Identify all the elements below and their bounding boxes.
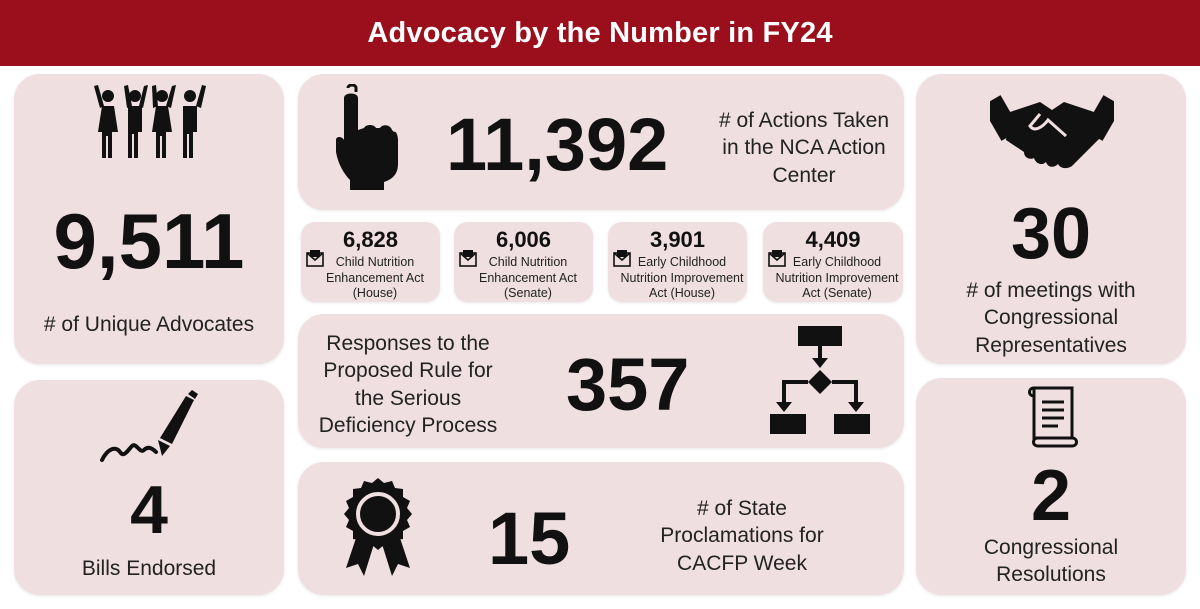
actions-label: # of Actions Taken in the NCA Action Center — [718, 109, 890, 187]
page-title: Advocacy by the Number in FY24 — [367, 16, 833, 49]
proclamations-number: 15 — [488, 497, 571, 580]
responses-label: Responses to the Proposed Rule for the Serious Deficiency Process — [318, 332, 498, 437]
advocates-label: # of Unique Advocates — [43, 313, 255, 336]
actions-card — [298, 74, 904, 210]
act-number: 6,828 — [342, 227, 399, 252]
handshake-icon — [990, 88, 1114, 172]
act-label: Early Childhood Nutrition Improvement Act (House) — [620, 255, 744, 301]
responses-card — [298, 314, 904, 448]
meetings-number: 30 — [1010, 194, 1092, 274]
responses-number: 357 — [566, 343, 690, 426]
bills-number: 4 — [130, 472, 168, 548]
act-label: Child Nutrition Enhancement Act (House) — [326, 255, 424, 301]
actions-number: 11,392 — [446, 103, 669, 186]
people-icon — [94, 84, 206, 160]
act-label: Early Childhood Nutrition Improvement Act (Senate) — [775, 255, 899, 301]
meetings-card — [916, 74, 1186, 364]
pen-signature-icon — [98, 390, 198, 466]
resolutions-label: Congressional Resolutions — [983, 536, 1119, 587]
proclamations-label: # of State Proclamations for CACFP Week — [660, 497, 824, 575]
flowchart-icon — [770, 326, 870, 436]
act-label: Child Nutrition Enhancement Act (Senate) — [479, 255, 577, 301]
scroll-icon — [1024, 384, 1080, 448]
act-card — [454, 222, 593, 302]
act-number: 6,006 — [495, 227, 552, 252]
award-ribbon-icon — [342, 478, 414, 578]
act-card — [763, 222, 903, 302]
act-number: 3,901 — [649, 227, 706, 252]
act-card — [608, 222, 747, 302]
act-number: 4,409 — [805, 227, 861, 252]
pointing-hand-icon — [334, 84, 398, 190]
page-title-banner — [0, 0, 1200, 66]
meetings-label: # of meetings with Congressional Representatives — [966, 279, 1136, 357]
resolutions-card — [916, 378, 1186, 595]
bills-card — [14, 380, 284, 595]
act-card — [301, 222, 440, 302]
advocates-card — [14, 74, 284, 364]
advocates-number: 9,511 — [53, 197, 245, 285]
bills-label: Bills Endorsed — [81, 557, 217, 580]
resolutions-number: 2 — [1030, 456, 1072, 536]
proclamations-card — [298, 462, 904, 595]
